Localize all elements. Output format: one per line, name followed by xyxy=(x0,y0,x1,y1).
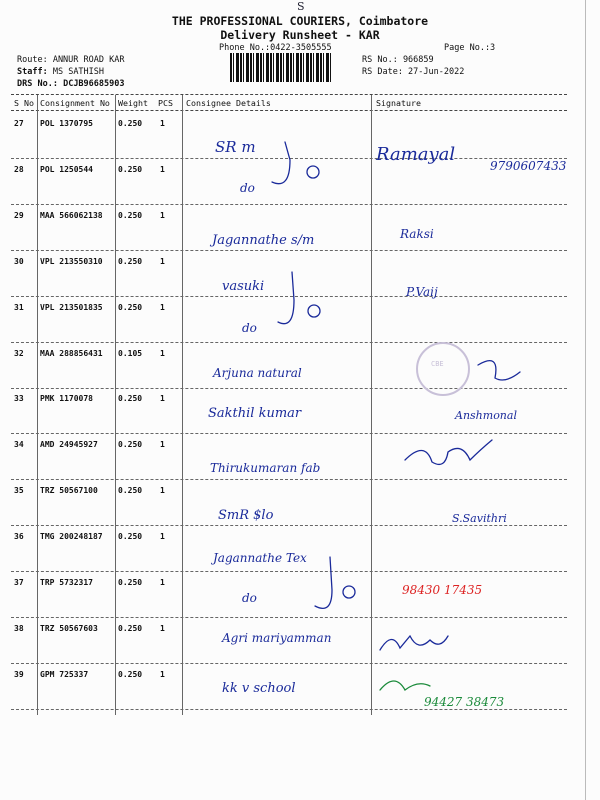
cell-pcs: 1 xyxy=(160,256,165,266)
cell-pcs: 1 xyxy=(160,119,165,128)
staff-label: Staff: xyxy=(17,67,48,77)
cell-consignment: PMK 1170078 xyxy=(40,394,93,404)
cell-sno: 28 xyxy=(14,164,24,174)
col-header-weight: Weight xyxy=(118,98,148,108)
cell-sno: 27 xyxy=(14,119,24,128)
cell-weight: 0.250 xyxy=(118,532,143,542)
consignee-30: vasuki xyxy=(222,279,265,294)
consignee-32: Arjuna natural xyxy=(213,366,302,380)
company-title: THE PROFESSIONAL COURIERS, Coimbatore xyxy=(171,14,429,28)
consignee-37: do xyxy=(242,591,257,605)
signature-38 xyxy=(380,636,448,650)
cell-sno: 33 xyxy=(14,394,24,404)
consignee-29: Jagannathe s/m xyxy=(212,233,315,248)
cell-sno: 35 xyxy=(14,486,24,496)
col-header-signature: Signature xyxy=(376,98,421,108)
drs-number: DCJB96685903 xyxy=(63,79,125,89)
cell-weight: 0.250 xyxy=(118,623,143,633)
route-label: Route: ANNUR ROAD KAR xyxy=(17,55,125,65)
cell-pcs: 1 xyxy=(160,302,165,312)
signature-39: 94427 38473 xyxy=(424,695,505,709)
cell-pcs: 1 xyxy=(160,348,165,358)
cell-sno: 34 xyxy=(14,440,24,450)
col-header-consignment: Consignment No xyxy=(40,98,110,108)
cell-weight: 0.250 xyxy=(118,486,143,496)
cell-consignment: MAA 288856431 xyxy=(40,348,103,358)
signature-33: Anshmonal xyxy=(455,409,517,422)
signature-34 xyxy=(405,440,492,464)
cell-consignment: TRP 5732317 xyxy=(40,578,93,587)
consignee-36: Jagannathe Tex xyxy=(213,551,307,565)
cell-pcs: 1 xyxy=(160,486,165,496)
consignee-28: do xyxy=(240,181,255,195)
cell-weight: 0.250 xyxy=(118,119,143,128)
consignee-stroke xyxy=(308,305,320,317)
signature-37: 98430 17435 xyxy=(402,583,483,597)
consignee-34: Thirukumaran fab xyxy=(210,461,321,475)
cell-weight: 0.250 xyxy=(118,394,143,404)
cell-sno: 37 xyxy=(14,578,24,587)
cell-pcs: 1 xyxy=(160,394,165,404)
cell-weight: 0.250 xyxy=(118,256,143,266)
cell-pcs: 1 xyxy=(160,210,165,220)
consignee-38: Agri mariyamman xyxy=(222,631,332,645)
cell-weight: 0.250 xyxy=(118,440,143,450)
cell-sno: 39 xyxy=(14,669,24,679)
cell-weight: 0.250 xyxy=(118,578,143,587)
signature-30: P.Vaij xyxy=(406,285,438,299)
cell-consignment: TMG 200248187 xyxy=(40,532,103,542)
cell-pcs: 1 xyxy=(160,164,165,174)
page-number: Page No.:3 xyxy=(444,43,496,53)
handwritten-mark: S xyxy=(297,0,305,13)
phone-number: Phone No.:0422-3505555 xyxy=(219,43,332,53)
cell-weight: 0.250 xyxy=(118,302,143,312)
consignee-39: kk v school xyxy=(222,681,296,696)
cell-pcs: 1 xyxy=(160,532,165,542)
cell-sno: 31 xyxy=(14,302,24,312)
consignee-stroke xyxy=(343,586,355,598)
signature-27-phone: 9790607433 xyxy=(490,159,567,173)
cell-consignment: TRZ 50567100 xyxy=(40,486,98,496)
cell-consignment: POL 1370795 xyxy=(40,119,93,128)
cell-consignment: VPL 213501835 xyxy=(40,302,103,312)
cell-weight: 0.250 xyxy=(118,210,143,220)
sheet-title: Delivery Runsheet - KAR xyxy=(220,28,380,42)
signature-35: S.Savithri xyxy=(452,512,507,525)
cell-sno: 29 xyxy=(14,210,24,220)
cell-weight: 0.250 xyxy=(118,669,143,679)
col-header-pcs: PCS xyxy=(158,98,173,108)
consignee-27: SR m xyxy=(215,138,256,156)
cell-consignment: MAA 566062138 xyxy=(40,210,103,220)
col-header-sno: S No xyxy=(14,98,34,108)
consignee-stroke xyxy=(278,272,294,324)
signature-39-stroke xyxy=(380,681,430,690)
cell-consignment: VPL 213550310 xyxy=(40,256,103,266)
stamp-text: CBE xyxy=(431,360,444,368)
consignee-stroke xyxy=(315,557,332,608)
col-header-consignee: Consignee Details xyxy=(186,98,271,108)
cell-weight: 0.250 xyxy=(118,164,143,174)
cell-sno: 32 xyxy=(14,348,24,358)
cell-sno: 38 xyxy=(14,623,24,633)
drs-label: DRS No.: xyxy=(17,79,58,89)
rs-number: RS No.: 966859 xyxy=(362,55,434,65)
signature-32 xyxy=(478,361,520,380)
cell-consignment: AMD 24945927 xyxy=(40,440,98,450)
consignee-31: do xyxy=(242,321,257,335)
cell-sno: 36 xyxy=(14,532,24,542)
cell-sno: 30 xyxy=(14,256,24,266)
cell-pcs: 1 xyxy=(160,578,165,587)
cell-consignment: TRZ 50567603 xyxy=(40,623,98,633)
cell-pcs: 1 xyxy=(160,623,165,633)
cell-consignment: GPM 725337 xyxy=(40,669,89,679)
staff-name: MS SATHISH xyxy=(52,67,105,77)
cell-pcs: 1 xyxy=(160,669,165,679)
signature-27: Ramayal xyxy=(376,144,456,165)
cell-consignment: POL 1250544 xyxy=(40,164,93,174)
consignee-stroke xyxy=(272,142,290,184)
cell-weight: 0.105 xyxy=(118,348,143,358)
consignee-33: Sakthil kumar xyxy=(208,406,302,421)
cell-pcs: 1 xyxy=(160,440,165,450)
signature-29: Raksi xyxy=(400,227,434,241)
consignee-stroke xyxy=(307,166,319,178)
rs-date: RS Date: 27-Jun-2022 xyxy=(362,67,465,77)
consignee-35: SmR $lo xyxy=(218,508,274,523)
